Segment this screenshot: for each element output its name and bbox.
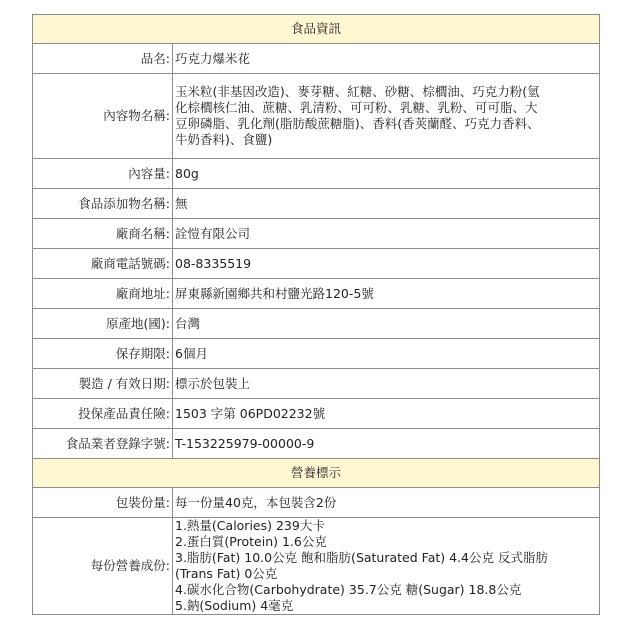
- row-label: [33, 309, 173, 339]
- table-row: [33, 369, 600, 399]
- nutrition-item: 2.蛋白質(Protein) 1.6公克: [175, 534, 327, 549]
- label-text: 製造 / 有效日期: [78, 375, 166, 391]
- label-text: 內容量: [128, 165, 166, 181]
- table-row: [33, 488, 600, 518]
- nutrition-item: 1.熱量(Calories) 239大卡: [175, 518, 325, 533]
- label-text: 廠商地址: [115, 285, 166, 301]
- table-row: [33, 279, 600, 309]
- table-row: [33, 339, 600, 369]
- label-text: 保存期限: [115, 345, 166, 361]
- row-label: [33, 518, 173, 615]
- row-label: [33, 369, 173, 399]
- table-row: [33, 429, 600, 459]
- row-label: [33, 249, 173, 279]
- label-text: 廠商電話號碼: [90, 255, 166, 271]
- table-row: [33, 309, 600, 339]
- table-row: [33, 159, 600, 189]
- label-text: 食品添加物名稱: [78, 195, 166, 211]
- row-label: [33, 339, 173, 369]
- label-text: 食品業者登錄字號: [65, 435, 166, 451]
- nutrition-facts-list: [173, 518, 600, 615]
- table-row: [33, 74, 600, 159]
- table-row: [33, 189, 600, 219]
- label-text: 投保產品責任險: [78, 405, 166, 421]
- row-label: [33, 159, 173, 189]
- food-info-header-row: [33, 15, 600, 44]
- row-label: [33, 279, 173, 309]
- table-row: [33, 219, 600, 249]
- label-text: 每份營養成份: [90, 558, 166, 573]
- date-value: 標示於包裝上: [173, 369, 600, 399]
- row-label: [33, 429, 173, 459]
- label-text: 廠商名稱: [115, 225, 166, 241]
- label-text: 品名: [140, 50, 166, 66]
- label-text: 內容物名稱: [103, 108, 166, 123]
- phone-value: 08-8335519: [173, 249, 600, 279]
- product-info-table: [32, 14, 600, 615]
- row-label: [33, 219, 173, 249]
- table-row: [33, 249, 600, 279]
- food-info-header: 食品資訊: [33, 15, 600, 44]
- net-content-value: 80g: [173, 159, 600, 189]
- row-label: [33, 399, 173, 429]
- shelf-life-value: 6個月: [173, 339, 600, 369]
- table-row: [33, 44, 600, 74]
- ingredients-value: 玉米粒(非基因改造)、麥芽糖、紅糖、砂糖、棕櫚油、巧克力粉(氫 化棕櫚核仁油、蔗糖、乳清粉、可可粉、乳糖、乳粉、可可脂、大 豆卵磷脂、乳化劑(脂肪酸蔗糖脂)、香料(香莢蘭醛、巧克力香料、 牛奶香料)、食鹽): [173, 74, 600, 159]
- nutrition-item: 4.碳水化合物(Carbohydrate) 35.7公克 糖(Sugar) 18.8公克: [175, 582, 522, 597]
- nutrition-header-row: [33, 459, 600, 488]
- origin-value: 台灣: [173, 309, 600, 339]
- product-name-value: 巧克力爆米花: [173, 44, 600, 74]
- label-text: 包裝份量: [115, 494, 166, 510]
- row-label: [33, 488, 173, 518]
- address-value: 屏東縣新園鄉共和村鹽光路120-5號: [173, 279, 600, 309]
- serving-size-value: 每一份量40克，本包裝含2份: [173, 488, 600, 518]
- insurance-value: 1503 字第 06PD02232號: [173, 399, 600, 429]
- row-label: [33, 74, 173, 159]
- table-row: [33, 518, 600, 615]
- row-label: [33, 189, 173, 219]
- additives-value: 無: [173, 189, 600, 219]
- registration-value: T-153225979-00000-9: [173, 429, 600, 459]
- nutrition-header: 營養標示: [33, 459, 600, 488]
- manufacturer-value: 詮愷有限公司: [173, 219, 600, 249]
- table-row: [33, 399, 600, 429]
- nutrition-item: 3.脂肪(Fat) 10.0公克 飽和脂肪(Saturated Fat) 4.4公克 反式脂肪 (Trans Fat) 0公克: [175, 550, 548, 581]
- nutrition-item: 5.鈉(Sodium) 4毫克: [175, 598, 294, 613]
- row-label: [33, 44, 173, 74]
- label-text: 原產地(國): [106, 315, 166, 331]
